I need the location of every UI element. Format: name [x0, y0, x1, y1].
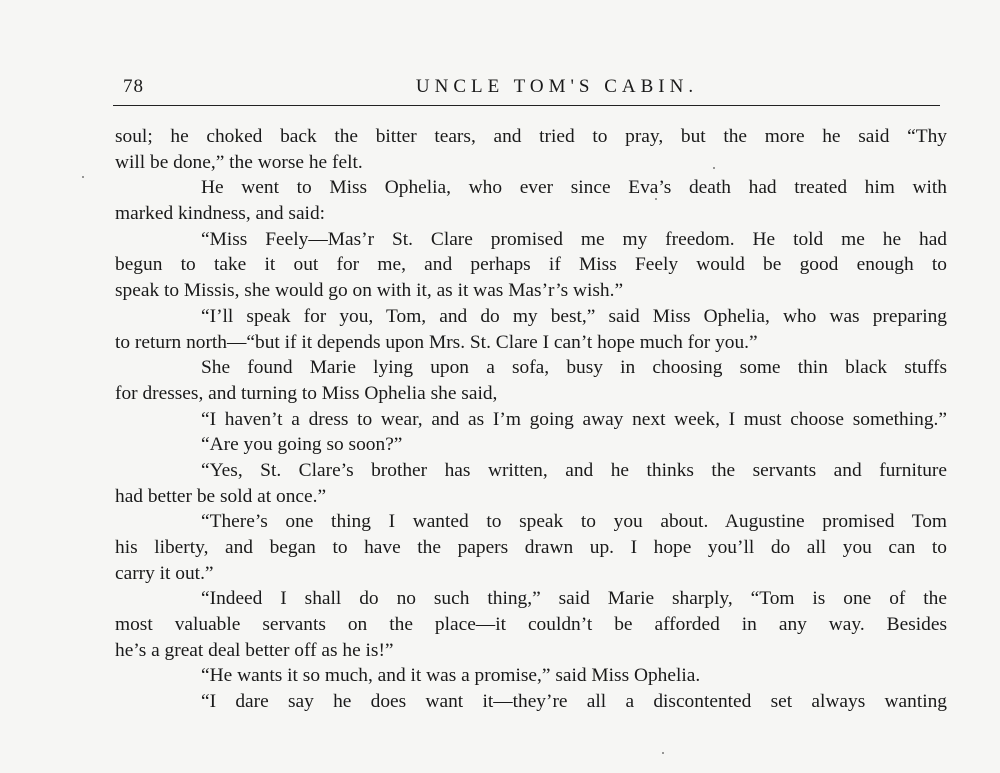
body-text [115, 124, 947, 715]
text-line: begun to take it out for me, and perhaps if Miss Feely would be good enough to [115, 254, 947, 276]
text-line: for dresses, and turning to Miss Ophelia she said, [115, 382, 498, 404]
text-line: “There’s one thing I wanted to speak to you about. Augustine promised Tom [201, 511, 947, 533]
text-line: marked kindness, and said: [115, 203, 326, 225]
text-line: speak to Missis, she would go on with it, as it was Mas’r’s wish.” [115, 280, 624, 302]
text-line: to return north—“but if it depends upon Mrs. St. Clare I can’t hope much for you.” [115, 331, 758, 353]
text-line: “Indeed I shall do no such thing,” said Marie sharply, “Tom is one of the [201, 588, 947, 610]
scan-speck [82, 176, 84, 178]
text-line: most valuable servants on the place—it couldn’t be afforded in any way. Besides [115, 614, 947, 636]
header-rule [113, 105, 940, 106]
text-line: He went to Miss Ophelia, who ever since Eva’s death had treated him with [201, 177, 947, 199]
text-line: “He wants it so much, and it was a promise,” said Miss Ophelia. [201, 665, 701, 687]
text-line: “I haven’t a dress to wear, and as I’m going away next week, I must choose something.” [201, 408, 947, 430]
text-line: he’s a great deal better off as he is!” [115, 639, 394, 661]
text-line: his liberty, and began to have the papers drawn up. I hope you’ll do all you can to [115, 537, 947, 558]
text-line: “Miss Feely—Mas’r St. Clare promised me my freedom. He told me he had [201, 228, 947, 250]
text-line: “Are you going so soon?” [201, 434, 403, 456]
text-line: carry it out.” [115, 562, 214, 584]
text-line: soul; he choked back the bitter tears, and tried to pray, but the more he said “Thy [115, 126, 947, 147]
text-line: She found Marie lying upon a sofa, busy in choosing some thin black stuffs [201, 357, 947, 379]
text-line: “I’ll speak for you, Tom, and do my best,” said Miss Ophelia, who was preparing [201, 305, 947, 327]
page-header [114, 76, 940, 102]
running-head: UNCLE TOM'S CABIN. [415, 76, 699, 97]
page-number: 78 [123, 76, 144, 97]
scan-speck [713, 167, 715, 169]
text-line: will be done,” the worse he felt. [115, 151, 363, 173]
scan-speck [655, 198, 657, 200]
text-line: “I dare say he does want it—they’re all a discontented set always wanting [201, 691, 947, 713]
scan-speck [662, 752, 664, 754]
text-line: “Yes, St. Clare’s brother has written, and he thinks the servants and furniture [201, 459, 947, 481]
text-line: had better be sold at once.” [115, 485, 327, 507]
